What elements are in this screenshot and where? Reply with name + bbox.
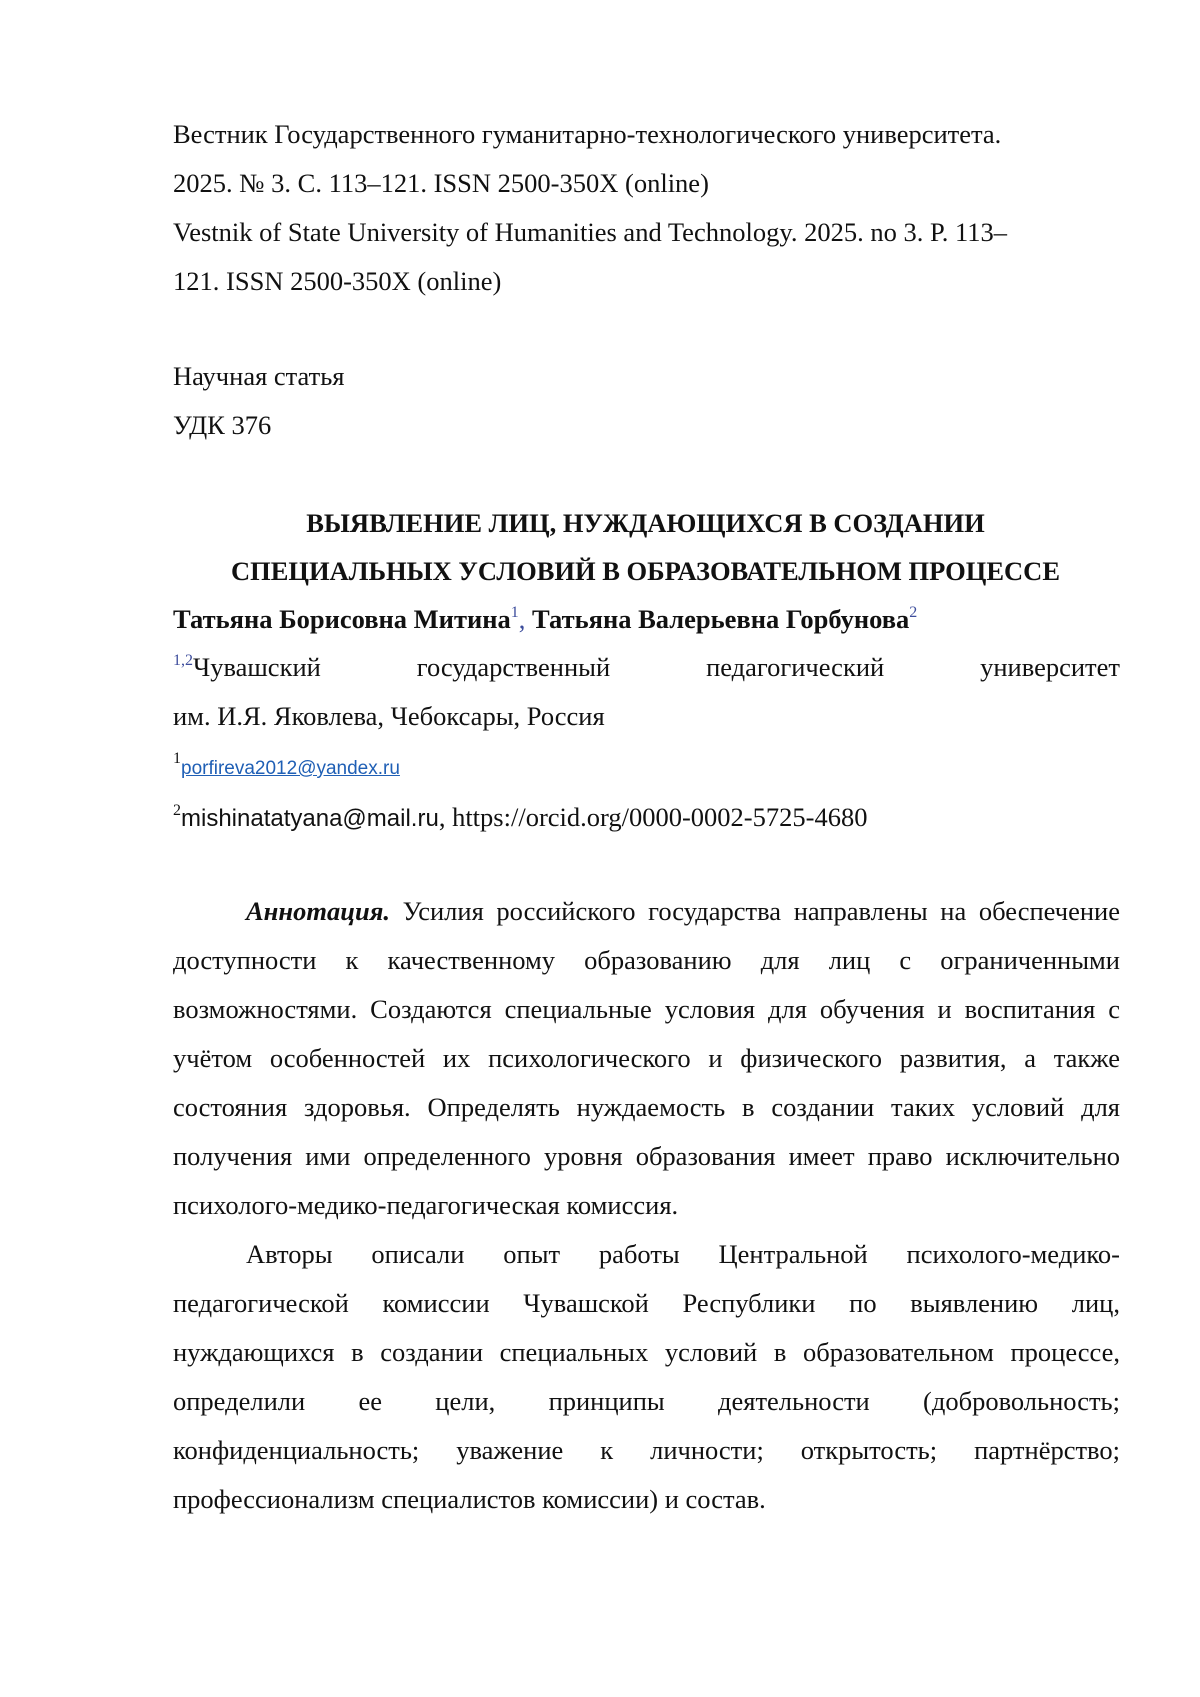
document-body <box>173 110 1120 1524</box>
email-2-line <box>173 793 1120 843</box>
citation-ru-line-2: 2025. № 3. С. 113–121. ISSN 2500-350X (online) <box>173 159 1120 208</box>
citation-en-line-1: Vestnik of State University of Humanities and Technology. 2025. no 3. P. 113– <box>173 208 1120 257</box>
title-line-2: СПЕЦИАЛЬНЫХ УСЛОВИЙ В ОБРАЗОВАТЕЛЬНОМ ПРОЦЕССЕ <box>171 547 1120 595</box>
authors-line <box>173 595 1120 643</box>
citation-ru-line-1: Вестник Государственного гуманитарно-технологического университета. <box>173 110 1120 159</box>
email-2-footnote: 2 <box>173 802 181 819</box>
affiliation-word-1: 1,2Чувашский <box>173 643 321 692</box>
abstract-text-2: Авторы описали опыт работы Центральной психолого-медико-педагогической комиссии Чувашской Республики по выявлению лиц, нуждающихся в создании специальных условий в образовательном процессе, определили ее цели, принципы деятельности (добровольность; конфиденциальность; уважение к личности; открытость; партнёрство; профессионализм специалистов комиссии) и состав. <box>173 1239 1120 1514</box>
orcid-separator: , <box>439 802 452 832</box>
author-2-footnote: 2 <box>909 604 917 621</box>
orcid-link: https://orcid.org/0000-0002-5725-4680 <box>452 802 867 832</box>
article-title <box>171 499 1120 595</box>
document-page <box>0 0 1200 1697</box>
abstract-paragraph-2 <box>173 1230 1120 1524</box>
abstract-text-1: Усилия российского государства направлены на обеспечение доступности к качественному образованию для лиц с ограниченными возможностями. Создаются специальные условия для обучения и воспитания с учётом особенностей их психологического и физического развития, а также состояния здоровья. Определять нуждаемость в создании таких условий для получения ими определенного уровня образования имеет право исключительно психолого-медико-педагогическая комиссия. <box>173 896 1120 1220</box>
affiliation-line-2: им. И.Я. Яковлева, Чебоксары, Россия <box>173 692 1120 741</box>
affiliation-word-3: педагогический <box>706 643 884 692</box>
author-2-name: Татьяна Валерьевна Горбунова <box>532 604 909 634</box>
journal-citation <box>173 110 1120 306</box>
email-1-link[interactable]: porfireva2012@yandex.ru <box>181 758 400 779</box>
title-line-1: ВЫЯВЛЕНИЕ ЛИЦ, НУЖДАЮЩИХСЯ В СОЗДАНИИ <box>171 499 1120 547</box>
email-1-line <box>173 741 1120 793</box>
author-1-footnote: 1 <box>511 604 519 621</box>
article-type: Научная статья <box>173 352 1120 401</box>
affiliation-word-2: государственный <box>417 643 610 692</box>
udk-code: УДК 376 <box>173 401 1120 450</box>
affiliation-footnote: 1,2 <box>173 652 193 669</box>
contacts <box>173 741 1120 843</box>
affiliation <box>173 643 1120 741</box>
abstract-paragraph-1 <box>173 887 1120 1230</box>
article-meta <box>173 352 1120 450</box>
email-1-footnote: 1 <box>173 750 181 767</box>
author-1-name: Татьяна Борисовна Митина <box>173 604 511 634</box>
authors-separator: , <box>519 604 532 634</box>
affiliation-word-4: университет <box>980 643 1120 692</box>
email-2-text: mishinatatyana@mail.ru <box>181 805 439 832</box>
citation-en-line-2: 121. ISSN 2500-350X (online) <box>173 257 1120 306</box>
abstract-label: Аннотация. <box>246 896 390 926</box>
affiliation-line-1 <box>173 643 1120 692</box>
